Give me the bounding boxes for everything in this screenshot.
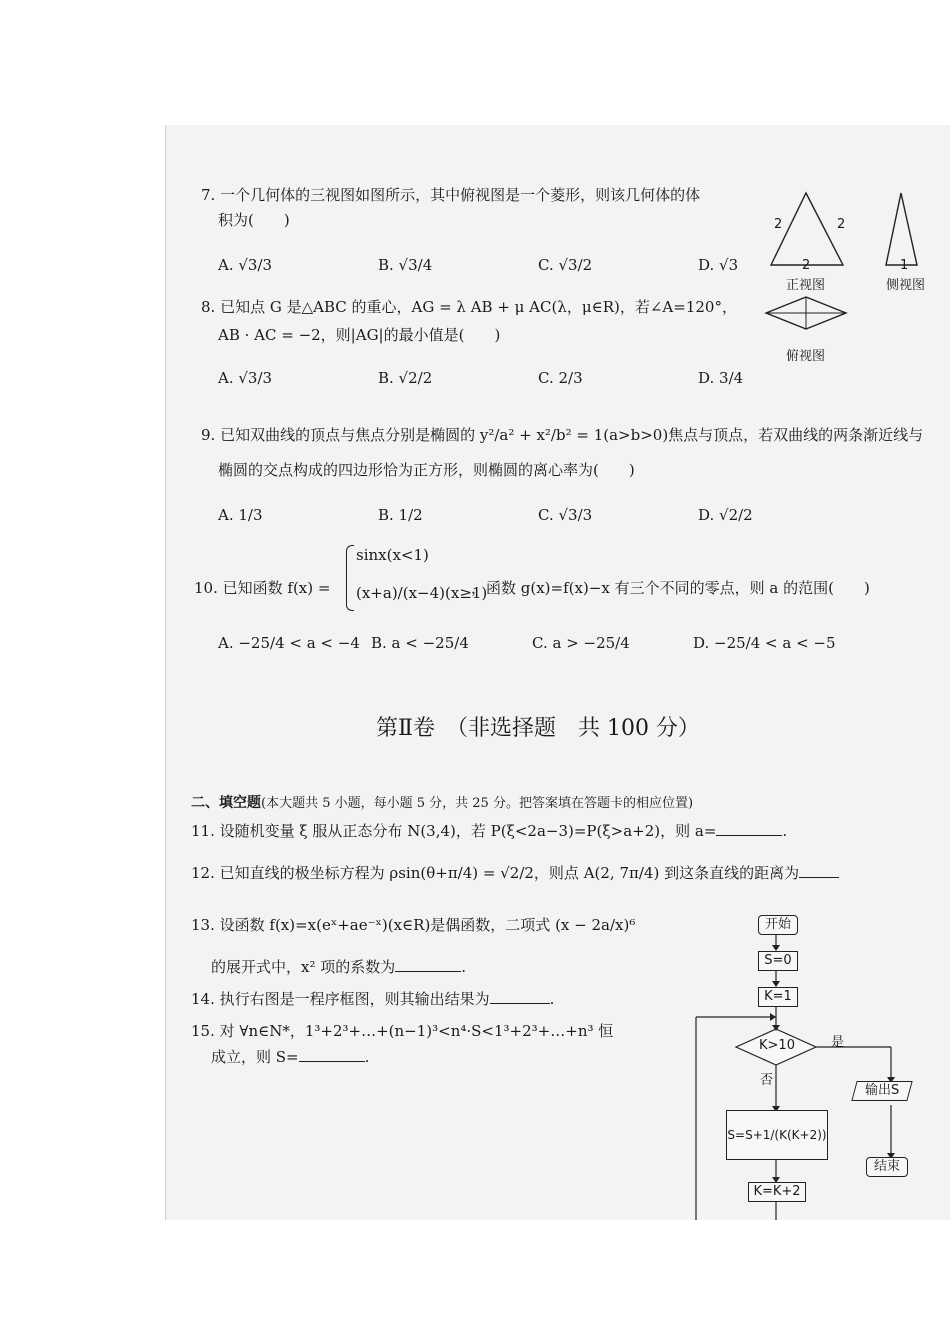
flowchart-yes-label: 是 (831, 1035, 845, 1050)
q8-stem-line1: 8. 已知点 G 是△ABC 的重心，AG = λ AB + μ AC(λ，μ∈R)，若∠A=120°， (201, 298, 737, 316)
front-view-label: 正视图 (786, 278, 826, 293)
q13-text: 的展开式中，x² 项的系数为 (211, 958, 396, 976)
q11-stem: 11. 设随机变量 ξ 服从正态分布 N(3,4)，若 P(ξ<2a−3)=P(ξ>a+2)，则 a= . (191, 822, 788, 840)
q11-text: 11. 设随机变量 ξ 服从正态分布 N(3,4)，若 P(ξ<2a−3)=P(ξ>a+2)，则 a= (191, 822, 717, 840)
q14-text: 14. 执行右图是一程序框图，则其输出结果为 (191, 990, 490, 1008)
flowchart-init-k: K=1 (758, 987, 798, 1007)
exam-page (165, 125, 950, 1220)
part2-header: 二、填空题 (191, 795, 261, 811)
q9-option-a: A. 1/3 (218, 506, 263, 524)
q10-stem-post: ，函数 g(x)=f(x)−x 有三个不同的零点，则 a 的范围( ) (471, 579, 870, 597)
flowchart-start: 开始 (758, 915, 798, 935)
q10-option-d: D. −25/4 < a < −5 (693, 634, 836, 652)
q13-stem-line1: 13. 设函数 f(x)=x(eˣ+ae⁻ˣ)(x∈R)是偶函数，二项式 (x − 2a/x)⁶ (191, 916, 636, 934)
q9-option-b: B. 1/2 (378, 506, 423, 524)
flowchart-init-s: S=0 (758, 951, 798, 971)
q13-answer-blank (395, 957, 461, 972)
q15-stem: 成立，则 S= . (211, 1048, 370, 1066)
q7-option-b: B. √3/4 (378, 256, 433, 274)
q9-stem-line1: 9. 已知双曲线的顶点与焦点分别是椭圆的 y²/a² + x²/b² = 1(a>b>0)焦点与顶点，若双曲线的两条渐近线与 (201, 426, 924, 444)
q14-answer-blank (490, 989, 550, 1004)
q12-text: 12. 已知直线的极坐标方程为 ρsin(θ+π/4) = √2/2，则点 A(2, 7π/4) 到这条直线的距离为 (191, 864, 800, 882)
side-view-label: 侧视图 (886, 278, 926, 293)
section-title: 第Ⅱ卷 （非选择题 共 100 分） (376, 716, 700, 741)
q8-stem-line2: AB · AC = −2，则|AG|的最小值是( ) (218, 326, 501, 344)
q10-stem-pre: 10. 已知函数 f(x) = (194, 579, 331, 597)
q11-answer-blank (716, 821, 782, 836)
flowchart-condition: K>10 (759, 1038, 795, 1053)
q12-answer-blank (799, 863, 839, 878)
side-view-triangle (886, 193, 917, 265)
q10-case2: (x+a)/(x−4)(x≥1) (356, 584, 488, 602)
top-view-label: 俯视图 (786, 349, 826, 364)
q8-option-d: D. 3/4 (698, 369, 744, 387)
front-left-edge-label: 2 (774, 217, 783, 232)
flowchart-end: 结束 (866, 1157, 908, 1177)
q8-option-a: A. √3/3 (218, 369, 273, 387)
q9-option-d: D. √2/2 (698, 506, 753, 524)
front-right-edge-label: 2 (837, 217, 846, 232)
q15-text: 成立，则 S= (211, 1048, 299, 1066)
q7-stem-line1: 7. 一个几何体的三视图如图所示，其中俯视图是一个菱形，则该几何体的体 (201, 186, 701, 204)
q10-case1: sinx(x<1) (356, 546, 429, 564)
q8-option-c: C. 2/3 (538, 369, 583, 387)
q10-option-c: C. a > −25/4 (532, 634, 630, 652)
q15-stem-line1: 15. 对 ∀n∈N*，1³+2³+…+(n−1)³<n⁴·S<1³+2³+…+n³ 恒 (191, 1022, 614, 1040)
q15-answer-blank (299, 1047, 365, 1062)
q10-option-a: A. −25/4 < a < −4 (218, 634, 360, 652)
q14-stem: 14. 执行右图是一程序框图，则其输出结果为 . (191, 990, 555, 1008)
flowchart-update-s: S=S+1/(K(K+2)) (726, 1110, 828, 1160)
flowchart-update-k: K=K+2 (748, 1182, 806, 1202)
q7-stem-line2: 积为( ) (218, 211, 290, 229)
q7-option-c: C. √3/2 (538, 256, 593, 274)
flowchart-no-label: 否 (760, 1073, 774, 1088)
q10-piecewise-brace (346, 545, 354, 611)
top-view-edge (766, 313, 806, 329)
q9-stem-line2: 椭圆的交点构成的四边形恰为正方形，则椭圆的离心率为( ) (218, 461, 635, 479)
flowchart-output (851, 1081, 912, 1101)
q7-option-d: D. √3 (698, 256, 739, 274)
q7-option-a: A. √3/3 (218, 256, 273, 274)
q13-stem: 的展开式中，x² 项的系数为 . (211, 958, 467, 976)
flowchart-output-text: 输出S (864, 1083, 900, 1098)
front-base-label: 2 (802, 258, 811, 273)
q9-option-c: C. √3/3 (538, 506, 593, 524)
q10-option-b: B. a < −25/4 (371, 634, 469, 652)
q8-option-b: B. √2/2 (378, 369, 433, 387)
side-base-label: 1 (900, 258, 909, 273)
q12-stem (191, 863, 839, 883)
part2-header-note: (本大题共 5 小题，每小题 5 分，共 25 分。把答案填在答题卡的相应位置) (261, 796, 694, 811)
